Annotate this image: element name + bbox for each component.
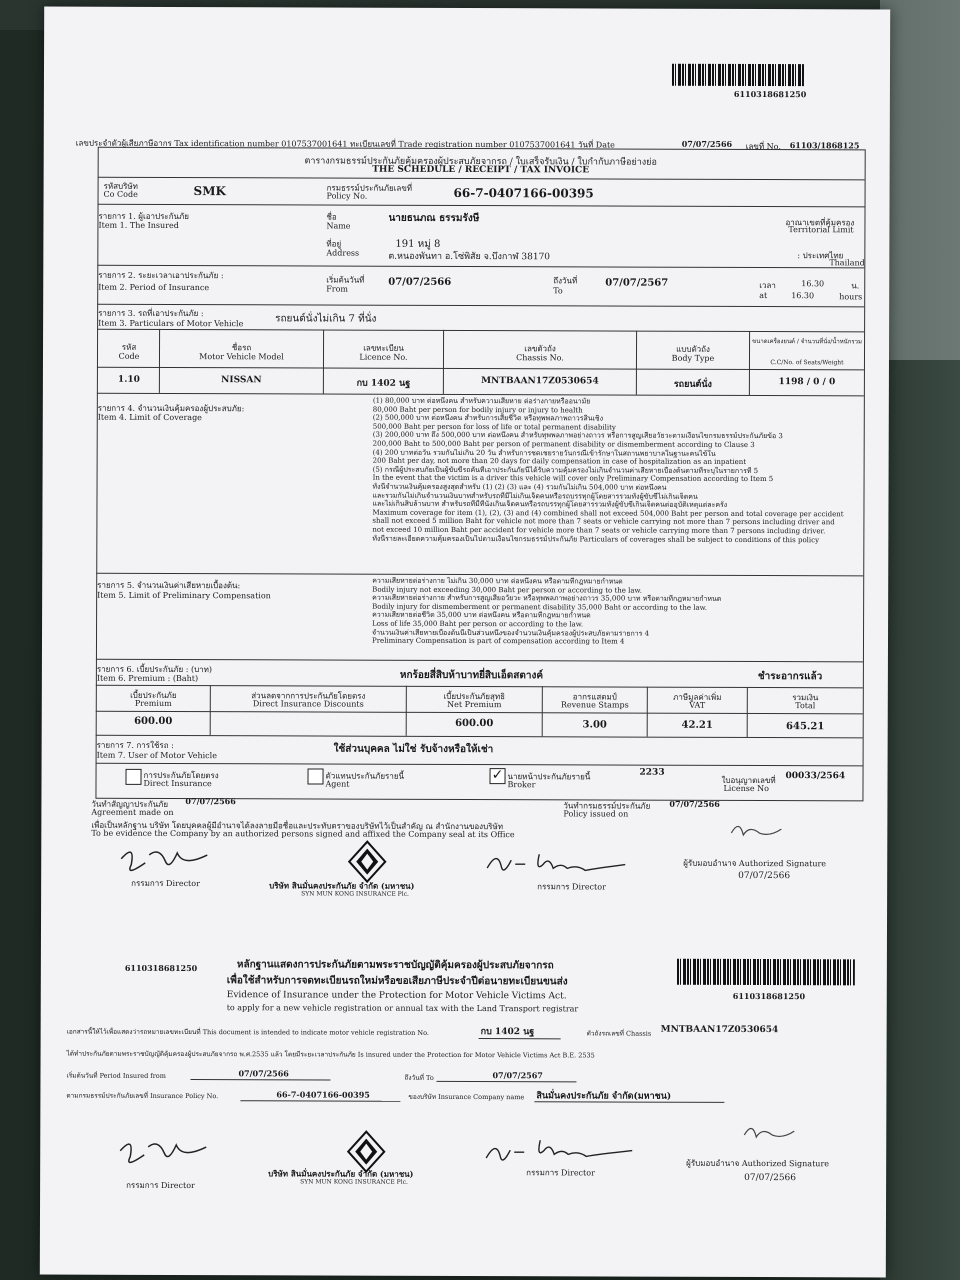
from-label-en: From: [326, 284, 349, 294]
coverage-line: ทั้งนี้จำนวนเงินคุ้มครองสูงสุดสำหรับ (1) (2) (3) และ (4) รวมกันไม่เกิน 504,000 บาท ต่อหนึ่งคน: [372, 482, 667, 492]
address-line-2: ต.หนองพันทา อ.โซ่พิสัย จ.บึงกาฬ 38170: [388, 251, 551, 263]
insurance-document: [40, 7, 890, 1278]
item5-label-th: รายการ 5. จำนวนเงินค่าเสียหายเบื้องต้น:: [97, 580, 241, 591]
lower-act-line: ได้ทำประกันภัยตามพระราชบัญญัติคุ้มครองผู้ประสบภัยจากรถ พ.ศ.2535 แล้ว โดยมีระยะเวลาประกันภัย Is insured under the Protection for Motor Vehicle Victims Act B.E. 2535: [66, 1049, 595, 1060]
vh-cc-en: C.C/No. of Seats/Weight: [770, 359, 844, 367]
vh-code-en: Code: [118, 351, 140, 361]
auth-sig-label-lower: ผู้รับมอบอำนาจ Authorized Signature: [686, 1158, 830, 1169]
pv-vat: 42.21: [681, 719, 713, 731]
address-label-th: ที่อยู่: [326, 239, 342, 249]
item2-label-th: รายการ 2. ระยะเวลาเอาประกันภัย :: [98, 270, 224, 281]
coverage-line: Maximum coverage for item (1), (2), (3) and (4) combined shall not exceed 504,000 Baht per person and total coverage per accident: [372, 508, 844, 519]
issued-label-en: Policy issued on: [563, 809, 629, 819]
item7-label-en: Item 7. User of Motor Vehicle: [96, 750, 217, 761]
pv-total: 645.21: [786, 721, 825, 733]
ph-discount-th: ส่วนลดจากการประกันภัยโดยตรง: [251, 691, 366, 701]
license-label-en: License No: [723, 783, 769, 794]
country-th: : ประเทศไทย: [797, 251, 844, 261]
lower-doc-number: 6110318681250: [124, 962, 198, 974]
auth-sig-label: ผู้รับมอบอำนาจ Authorized Signature: [683, 858, 827, 869]
item2-label-en: Item 2. Period of Insurance: [98, 282, 210, 293]
prelim-list: [372, 577, 862, 647]
director-label-2: กรรมการ Director: [537, 882, 606, 892]
vh-chassis-en: Chassis No.: [516, 353, 564, 363]
coverage-line: และไม่เกินสิบล้านบาท สำหรับรถที่มีที่นั่งเกินเจ็ดคนหรือรถบรรทุกผู้โดยสารรวมทั้งผู้ขับขี่เกินเจ็ดคนต่ออุบัติเหตุแต่ละครั้ง: [372, 499, 728, 510]
vh-licence-th: เลขทะเบียน: [363, 343, 404, 353]
co-code-label-en: Co Code: [103, 189, 138, 199]
company-name-th-lower: บริษัท สินมั่นคงประกันภัย จำกัด (มหาชน): [268, 1168, 414, 1179]
prelim-line: ความเสียหายต่อร่างกาย ไม่เกิน 30,000 บาท ต่อหนึ่งคน หรือตามที่กฎหมายกำหนด: [372, 576, 623, 586]
policy-label-en: Policy No.: [326, 191, 368, 201]
coverage-line: not exceed 10 million Baht per accident for vehicle more than 7 seats or vehicle carrying more than 7 persons including driver.: [372, 525, 826, 536]
evidence-th: เพื่อเป็นหลักฐาน บริษัท โดยบุคคลผู้มีอำนาจได้ลงลายมือชื่อและประทับตราของบริษัทไว้เป็นสำคัญ ณ สำนักงานของบริษัท: [91, 820, 504, 832]
title-th: ตารางกรมธรรม์ประกันภัยคุ้มครองผู้ประสบภัยจากรถ / ใบเสร็จรับเงิน / ใบกำกับภาษีอย่างย่อ: [304, 156, 657, 168]
item3-label-th: รายการ 3. รถที่เอาประกันภัย :: [98, 308, 204, 319]
license-no: 00033/2564: [785, 771, 846, 782]
item7-label-th: รายการ 7. การใช้รถ :: [96, 740, 174, 750]
coverage-line: (1) 80,000 บาท ต่อหนึ่งคน สำหรับความเสียหาย ต่อร่างกายหรืออนามัย: [372, 396, 591, 406]
lower-title-en-2: to apply for a new vehicle registration or annual tax with the Land Transport registrar: [226, 1003, 579, 1014]
lower-company-label: ของบริษัท Insurance Company name: [408, 1092, 525, 1102]
ph-vat-th: ภาษีมูลค่าเพิ่ม: [673, 692, 722, 702]
divider: [479, 1038, 561, 1039]
divider: [240, 1100, 400, 1102]
coverage-line: shall not exceed 5 million Baht for vehicle not more than 7 seats or vehicle carrying not more than 7 persons including driver and: [372, 516, 835, 527]
auth-date: 07/07/2566: [738, 870, 791, 882]
pv-net: 600.00: [455, 717, 494, 730]
prelim-line: จำนวนเงินค่าเสียหายเบื้องต้นนี้เป็นส่วนหนึ่งของจำนวนเงินคุ้มครองผู้ประสบภัยตามรายการ 4: [372, 628, 650, 638]
director-signature-3: [112, 1131, 232, 1171]
issued-date: 07/07/2566: [669, 798, 720, 809]
country-en: Thailand: [829, 258, 865, 268]
insured-name: นายธนภณ ธรรมรังษี: [388, 212, 480, 225]
director-signature-2: [481, 846, 641, 883]
coverage-line: (2) 500,000 บาท ต่อหนึ่งคน สำหรับการเสียชีวิต หรือทุพพลภาพถาวรสิ้นเชิง: [372, 413, 604, 423]
vh-cc-th: ขนาดเครื่องยนต์ / จำนวนที่นั่ง/น้ำหนักรวม: [752, 338, 862, 346]
time-label-th: เวลา: [759, 281, 776, 291]
evidence-en: To be evidence the Company by an authorized persons signed and affixed the Company seal at its Office: [91, 828, 515, 840]
prelim-line: Bodily injury not exceeding 30,000 Baht per person or according to the law.: [372, 585, 642, 595]
company-name-en-lower: SYN MUN KONG INSURANCE Plc.: [300, 1178, 408, 1186]
to-date: 07/07/2567: [605, 277, 669, 289]
item6-label-en: Item 6. Premium : (Baht): [96, 673, 199, 684]
lower-reg-label: เอกสารนี้ให้ไว้เพื่อแสดงว่ารถหมายเลขทะเบียนที่ This document is intended to indicate motor vehicle registration No.: [66, 1027, 430, 1037]
address-label-en: Address: [326, 248, 360, 258]
vh-chassis-th: เลขตัวถัง: [524, 344, 556, 354]
lower-to-label: ถึงวันที่ To: [404, 1073, 434, 1082]
doc-number-top: 6110318681250: [733, 88, 807, 100]
coverage-list: [372, 397, 863, 545]
item1-label-th: รายการ 1. ผู้เอาประกันภัย: [98, 211, 189, 222]
coverage-line: (5) กรณีผู้ประสบภัยเป็นผู้ขับขี่รถคันที่เอาประกันภัยนี้ได้รับความคุ้มครองไม่เกินจำนวนค่าเสียหายเบื้องต้นตามที่ระบุในรายการที่ 5: [372, 465, 759, 475]
vehicle-usage: ใช้ส่วนบุคคล ไม่ใช่ รับจ้างหรือให้เช่า: [333, 743, 494, 756]
address-line-1: 191 หมู่ 8: [395, 238, 441, 250]
ph-discount-en: Direct Insurance Discounts: [252, 699, 364, 709]
lower-title-en-1: Evidence of Insurance under the Protection for Motor Vehicle Victims Act.: [226, 990, 567, 1002]
lower-doc-number-2: 6110318681250: [732, 990, 806, 1002]
invoice-no-label: เลขที่ No.: [745, 141, 781, 152]
company-logo-icon: [347, 840, 387, 884]
item1-label-en: Item 1. The Insured: [98, 220, 179, 230]
lower-title-th-2: เพื่อใช้สำหรับการจดทะเบียนรถใหม่หรือขอเสียภาษีประจำปีต่อนายทะเบียนขนส่ง: [226, 975, 568, 988]
lower-policy-label: ตามกรมธรรม์ประกันภัยเลขที่ Insurance Policy No.: [66, 1091, 219, 1101]
territorial-en: Territorial Limit: [788, 225, 854, 235]
coverage-line: ทั้งนี้รายละเอียดความคุ้มครองเป็นไปตามเงื่อนไขกรมธรรม์ประกันภัย Particulars of coverages shall be subject to conditions of this policy: [372, 534, 820, 544]
prelim-line: ความเสียหายต่อร่างกาย สำหรับการสูญเสียอวัยวะ หรือทุพพลภาพอย่างถาวร 35,000 บาท หรือตามที่กฎหมายกำหนด: [372, 593, 722, 604]
pv-premium: 600.00: [134, 715, 173, 727]
vh-model-en: Motor Vehicle Model: [199, 352, 284, 362]
to-label-th: ถึงวันที่: [553, 276, 578, 286]
divider: [190, 1079, 330, 1080]
vv-licence: กบ 1402 นฐ: [356, 378, 411, 389]
auth-date-lower: 07/07/2566: [744, 1172, 797, 1184]
ph-net-th: เบี้ยประกันภัยสุทธิ: [443, 691, 506, 702]
coverage-line: 200,000 Baht to 500,000 Baht per person of permanent disability or dismemberment according to Clause 3: [372, 439, 755, 449]
prelim-line: Bodily injury for dismemberment or permanent disability 35,000 Baht or according to the law.: [372, 602, 708, 612]
coverage-line: 200 Baht per day, not more than 20 days for daily compensation in case of hospitalization as an inpatient: [372, 456, 747, 467]
channel-agent-th: ตัวแทนประกันภัยรายนี้: [325, 771, 405, 781]
coverage-line: และรวมกันไม่เกินจำนวนเงินบาทสำหรับรถที่มีไม่เกินเจ็ดคนหรือรถบรรทุกผู้โดยสารรวมทั้งผู้ขับขี่ไม่เกินเจ็ดคน: [372, 491, 698, 501]
time-1: 16.30: [801, 279, 825, 289]
lower-reg: กบ 1402 นฐ: [480, 1027, 535, 1038]
co-code-label-th: รหัสบริษัท: [103, 181, 138, 191]
vv-body: รถยนต์นั่ง: [673, 379, 712, 390]
barcode-top: [672, 64, 804, 86]
prelim-line: Preliminary Compensation is part of compensation according to Item 4: [371, 636, 625, 646]
vv-code: 1.10: [117, 374, 140, 385]
channel-direct-en: Direct Insurance: [143, 778, 212, 789]
broker-code: 2233: [639, 767, 665, 778]
agent-checkbox: [308, 768, 324, 784]
lower-policy: 66-7-0407166-00395: [276, 1089, 370, 1100]
agreement-date: 07/07/2566: [185, 796, 236, 807]
vh-body-en: Body Type: [671, 353, 715, 363]
barcode-lower: [677, 959, 855, 986]
invoice-date: 07/07/2566: [681, 138, 733, 149]
co-code: SMK: [193, 184, 226, 199]
coverage-line: 80,000 Baht per person for bodily injury or injury to health: [372, 405, 583, 415]
policy-label-th: กรมธรรม์ประกันภัยเลขที่: [326, 183, 413, 193]
item4-label-th: รายการ 4. จำนวนเงินคุ้มครองผู้ประสบภัย:: [97, 403, 245, 414]
time-2: 16.30: [791, 291, 815, 301]
channel-direct-th: การประกันภัยโดยตรง: [143, 770, 219, 781]
channel-broker-en: Broker: [507, 780, 536, 790]
director-label-1: กรรมการ Director: [131, 878, 200, 889]
license-label-th: ใบอนุญาตเลขที่: [721, 775, 776, 786]
company-name-en: SYN MUN KONG INSURANCE Plc.: [301, 890, 409, 898]
divider: [436, 1081, 576, 1082]
time-unit-en: hours: [839, 292, 863, 302]
lower-to: 07/07/2567: [492, 1070, 543, 1081]
item3-label-en: Item 3. Particulars of Motor Vehicle: [98, 318, 244, 329]
ph-stamps-th: อากรแสตมป์: [572, 692, 617, 702]
channel-agent-en: Agent: [325, 779, 350, 789]
lower-from-label: เริ่มต้นวันที่ Period Insured from: [66, 1071, 166, 1080]
vh-licence-en: Licence No.: [359, 352, 408, 362]
coverage-line: (4) 200 บาทต่อวัน รวมกันไม่เกิน 20 วัน สำหรับการชดเชยรายวันกรณีเข้ารักษาในสถานพยาบาลในฐานะคนไข้ใน: [372, 448, 716, 458]
direct-insurance-checkbox: [125, 769, 141, 785]
name-label-th: ชื่อ: [326, 212, 337, 222]
ph-total-en: Total: [795, 701, 816, 711]
prelim-line: Loss of life 35,000 Baht per person or according to the law.: [372, 619, 584, 629]
issued-label-th: วันทำกรมธรรม์ประกันภัย: [563, 801, 651, 811]
vehicle-type: รถยนต์นั่งไม่เกิน 7 ที่นั่ง: [275, 313, 377, 325]
premium-in-words: หกร้อยสี่สิบห้าบาทยี่สิบเอ็ดสตางค์: [399, 669, 544, 682]
director-label-4: กรรมการ Director: [526, 1168, 595, 1178]
ph-vat-en: VAT: [689, 700, 706, 710]
lower-company: สินมั่นคงประกันภัย จำกัด(มหาชน): [536, 1091, 672, 1102]
vh-body-th: แบบตัวถัง: [676, 344, 710, 354]
territorial-th: อาณาเขตที่คุ้มครอง: [785, 218, 855, 228]
title-en: THE SCHEDULE / RECEIPT / TAX INVOICE: [372, 164, 590, 176]
policy-no: 66-7-0407166-00395: [453, 185, 594, 201]
divider: [534, 1101, 724, 1103]
coverage-line: In the event that the victim is a driver this vehicle will cover only Preliminary Compensation according to Item 5: [372, 474, 774, 484]
ph-premium-en: Premium: [134, 698, 172, 708]
plastic-sleeve: [880, 0, 960, 360]
tax-id-line: เลขประจำตัวผู้เสียภาษีอากร Tax identification number 0107537001641 ทะเบียนเลขที่ Trade registration number 0107537001641 วันที่ Date: [75, 138, 615, 150]
pv-stamps: 3.00: [582, 719, 607, 731]
vv-cc: 1198 / 0 / 0: [778, 377, 836, 388]
vv-model: NISSAN: [221, 375, 262, 386]
channel-broker-th: นายหน้าประกันภัยรายนี้: [507, 772, 591, 782]
ph-premium-th: เบี้ยประกันภัย: [130, 690, 177, 700]
time-label-en: at: [759, 291, 768, 301]
ph-net-en: Net Premium: [447, 699, 502, 710]
from-label-th: เริ่มต้นวันที่: [326, 275, 365, 285]
agreement-label-th: วันทำสัญญาประกันภัย: [91, 799, 169, 809]
paid-stamp: ชำระอากรแล้ว: [757, 671, 823, 683]
company-name-th: บริษัท สินมั่นคงประกันภัย จำกัด (มหาชน): [269, 880, 415, 891]
vh-model-th: ชื่อรถ: [231, 343, 252, 353]
time-unit-th: น.: [851, 281, 860, 291]
authorized-signature-lower: [740, 1115, 800, 1145]
ph-total-th: รวมเงิน: [792, 693, 819, 703]
lower-chassis-label: ตัวถังรถเลขที่ Chassis: [586, 1029, 652, 1038]
item5-label-en: Item 5. Limit of Preliminary Compensation: [97, 590, 271, 601]
ph-stamps-en: Revenue Stamps: [560, 700, 629, 710]
name-label-en: Name: [326, 221, 351, 231]
to-label-en: To: [553, 286, 563, 296]
coverage-line: 500,000 Baht per person for loss of life or total permanent disability: [372, 422, 616, 432]
invoice-no: 61103/1868125: [789, 140, 860, 151]
agreement-label-en: Agreement made on: [91, 807, 174, 817]
lower-chassis: MNTBAAN17Z0530654: [660, 1024, 779, 1036]
vv-chassis: MNTBAAN17Z0530654: [481, 376, 599, 387]
authorized-signature: [727, 813, 787, 843]
lower-from: 07/07/2566: [238, 1068, 289, 1079]
prelim-line: ความเสียหายต่อชีวิต 35,000 บาท ต่อหนึ่งคน หรือตามที่กฎหมายกำหนด: [372, 611, 591, 620]
director-label-3: กรรมการ Director: [126, 1180, 195, 1191]
item4-label-en: Item 4. Limit of Coverage: [97, 412, 202, 423]
director-signature-1: [113, 839, 233, 879]
vh-code-th: รหัส: [121, 342, 137, 352]
lower-title-th-1: หลักฐานแสดงการประกันภัยตามพระราชบัญญัติคุ้มครองผู้ประสบภัยจากรถ: [236, 959, 554, 972]
coverage-line: (3) 200,000 บาท ถึง 500,000 บาท ต่อหนึ่งคน สำหรับทุพพลภาพอย่างถาวร หรือการสูญเสียอวัยวะตามเงื่อนไขกรมธรรม์ประกันภัยข้อ 3: [372, 431, 783, 441]
broker-checkbox-checked: ✓: [490, 768, 506, 784]
from-date: 07/07/2566: [388, 276, 452, 288]
item6-label-th: รายการ 6. เบี้ยประกันภัย : (บาท): [96, 664, 213, 675]
